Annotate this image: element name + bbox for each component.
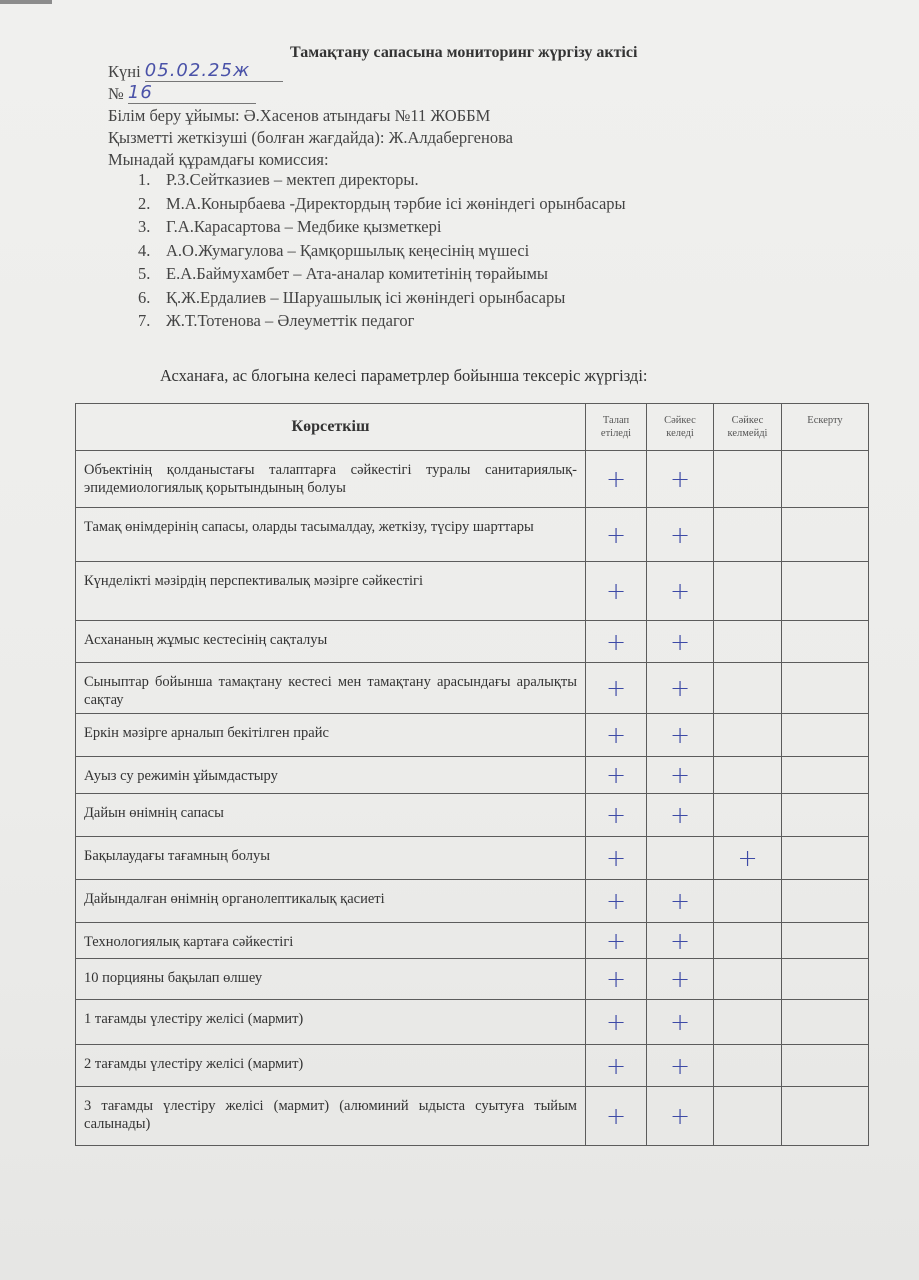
note-cell [782,508,869,562]
complies-mark: + [647,794,714,837]
complies-mark: + [647,663,714,714]
required-mark: + [586,923,647,959]
not-complies-mark [714,508,782,562]
not-complies-mark [714,451,782,508]
not-complies-mark [714,794,782,837]
number-line [108,82,256,104]
not-complies-mark [714,959,782,1000]
complies-mark: + [647,757,714,794]
row-indicator: Дайындалған өнімнің органолептикалық қасиеті [76,880,586,923]
row-indicator: 3 тағамды үлестіру желісі (мармит) (алюминий ыдыста суытуға тыйым салынады) [76,1087,586,1146]
note-cell [782,1087,869,1146]
inspection-table [75,403,869,1146]
required-mark: + [586,621,647,663]
commission-label: Мынадай құрамдағы комиссия: [108,150,329,169]
complies-mark: + [647,959,714,1000]
not-complies-mark [714,562,782,621]
not-complies-mark [714,757,782,794]
table-row [76,1045,869,1087]
note-cell [782,794,869,837]
commission-member: 5. Е.А.Баймухамбет – Ата-аналар комитетінің төрайымы [138,264,549,283]
note-cell [782,757,869,794]
date-label: Күні [108,62,141,81]
row-indicator: 2 тағамды үлестіру желісі (мармит) [76,1045,586,1087]
not-complies-mark [714,1045,782,1087]
complies-mark: + [647,508,714,562]
complies-mark: + [647,714,714,757]
table-row [76,923,869,959]
table-row [76,880,869,923]
not-complies-mark [714,663,782,714]
row-indicator: 10 порцияны бақылап өлшеу [76,959,586,1000]
not-complies-mark [714,880,782,923]
commission-member: 4. А.О.Жумагулова – Қамқоршылық кеңесінің мүшесі [138,240,530,260]
complies-mark: + [647,1087,714,1146]
note-cell [782,880,869,923]
complies-mark: + [647,923,714,959]
required-mark: + [586,451,647,508]
required-mark: + [586,837,647,880]
required-mark: + [586,714,647,757]
note-cell [782,663,869,714]
not-complies-mark [714,714,782,757]
required-mark: + [586,757,647,794]
row-indicator: Бақылаудағы тағамның болуы [76,837,586,880]
complies-mark: + [647,880,714,923]
required-mark: + [586,1087,647,1146]
not-complies-mark: + [714,837,782,880]
commission-member: 2. М.А.Конырбаева -Директордың тәрбие ісі жөніндегі орынбасары [138,193,626,213]
not-complies-mark [714,1000,782,1045]
note-cell [782,451,869,508]
number-value: 16 [127,82,153,103]
required-mark: + [586,1000,647,1045]
table-row [76,837,869,880]
number-label: № [108,84,124,103]
row-indicator: Сыныптар бойынша тамақтану кестесі мен тамақтану арасындағы аралықты сақтау [76,663,586,714]
organization-line: Білім беру ұйымы: Ә.Хасенов атындағы №11 ЖОББМ [108,106,491,125]
note-cell [782,562,869,621]
complies-mark: + [647,451,714,508]
table-row [76,451,869,508]
required-mark: + [586,1045,647,1087]
date-field [145,60,283,82]
row-indicator: Тамақ өнімдерінің сапасы, оларды тасымалдау, жеткізу, түсіру шарттары [76,508,586,562]
note-cell [782,1000,869,1045]
row-indicator: Ауыз су режимін ұйымдастыру [76,757,586,794]
header-indicator: Көрсеткіш [76,404,586,451]
header-complies: Сәйкес келеді [647,404,714,451]
commission-list [138,170,626,335]
commission-member: 1. Р.З.Сейтказиев – мектеп директоры. [138,170,419,189]
complies-mark: + [647,1045,714,1087]
not-complies-mark [714,1087,782,1146]
table-row [76,621,869,663]
required-mark: + [586,794,647,837]
complies-mark [647,837,714,880]
row-indicator: Объектінің қолданыстағы талаптарға сәйкестігі туралы санитариялық-эпидемиологиялық қорытындының болуы [76,451,586,508]
table-row [76,794,869,837]
table-row [76,757,869,794]
commission-member: 7. Ж.Т.Тотенова – Әлеуметтік педагог [138,311,415,330]
row-indicator: Дайын өнімнің сапасы [76,794,586,837]
date-value: 05.02.25ж [144,60,251,81]
inspection-intro: Асханаға, ас блогына келесі параметрлер бойынша тексеріс жүргізді: [160,366,648,385]
row-indicator: Асхананың жұмыс кестесінің сақталуы [76,621,586,663]
table-row [76,1087,869,1146]
not-complies-mark [714,923,782,959]
note-cell [782,1045,869,1087]
table-header-row [76,404,869,451]
document-title: Тамақтану сапасына мониторинг жүргізу актісі [290,44,638,61]
note-cell [782,621,869,663]
table-row [76,1000,869,1045]
note-cell [782,959,869,1000]
date-line [108,60,283,82]
required-mark: + [586,508,647,562]
commission-member: 3. Г.А.Карасартова – Медбике қызметкері [138,217,442,236]
table-row [76,508,869,562]
number-field [128,82,256,104]
complies-mark: + [647,621,714,663]
table-row [76,663,869,714]
complies-mark: + [647,562,714,621]
note-cell [782,714,869,757]
supplier-line: Қызметті жеткізуші (болған жағдайда): Ж.Алдабергенова [108,128,513,147]
table-row [76,562,869,621]
row-indicator: Күнделікті мәзірдің перспективалық мәзірге сәйкестігі [76,562,586,621]
commission-member: 6. Қ.Ж.Ердалиев – Шаруашылық ісі жөніндегі орынбасары [138,287,566,307]
required-mark: + [586,663,647,714]
header-note: Ескерту [782,404,869,451]
note-cell [782,923,869,959]
table-row [76,959,869,1000]
row-indicator: Еркін мәзірге арналып бекітілген прайс [76,714,586,757]
table-row [76,714,869,757]
note-cell [782,837,869,880]
top-edge-mark [0,0,52,4]
row-indicator: 1 тағамды үлестіру желісі (мармит) [76,1000,586,1045]
header-required: Талап етіледі [586,404,647,451]
complies-mark: + [647,1000,714,1045]
required-mark: + [586,880,647,923]
required-mark: + [586,562,647,621]
header-not-complies: Сәйкес келмейді [714,404,782,451]
required-mark: + [586,959,647,1000]
not-complies-mark [714,621,782,663]
row-indicator: Технологиялық картаға сәйкестігі [76,923,586,959]
